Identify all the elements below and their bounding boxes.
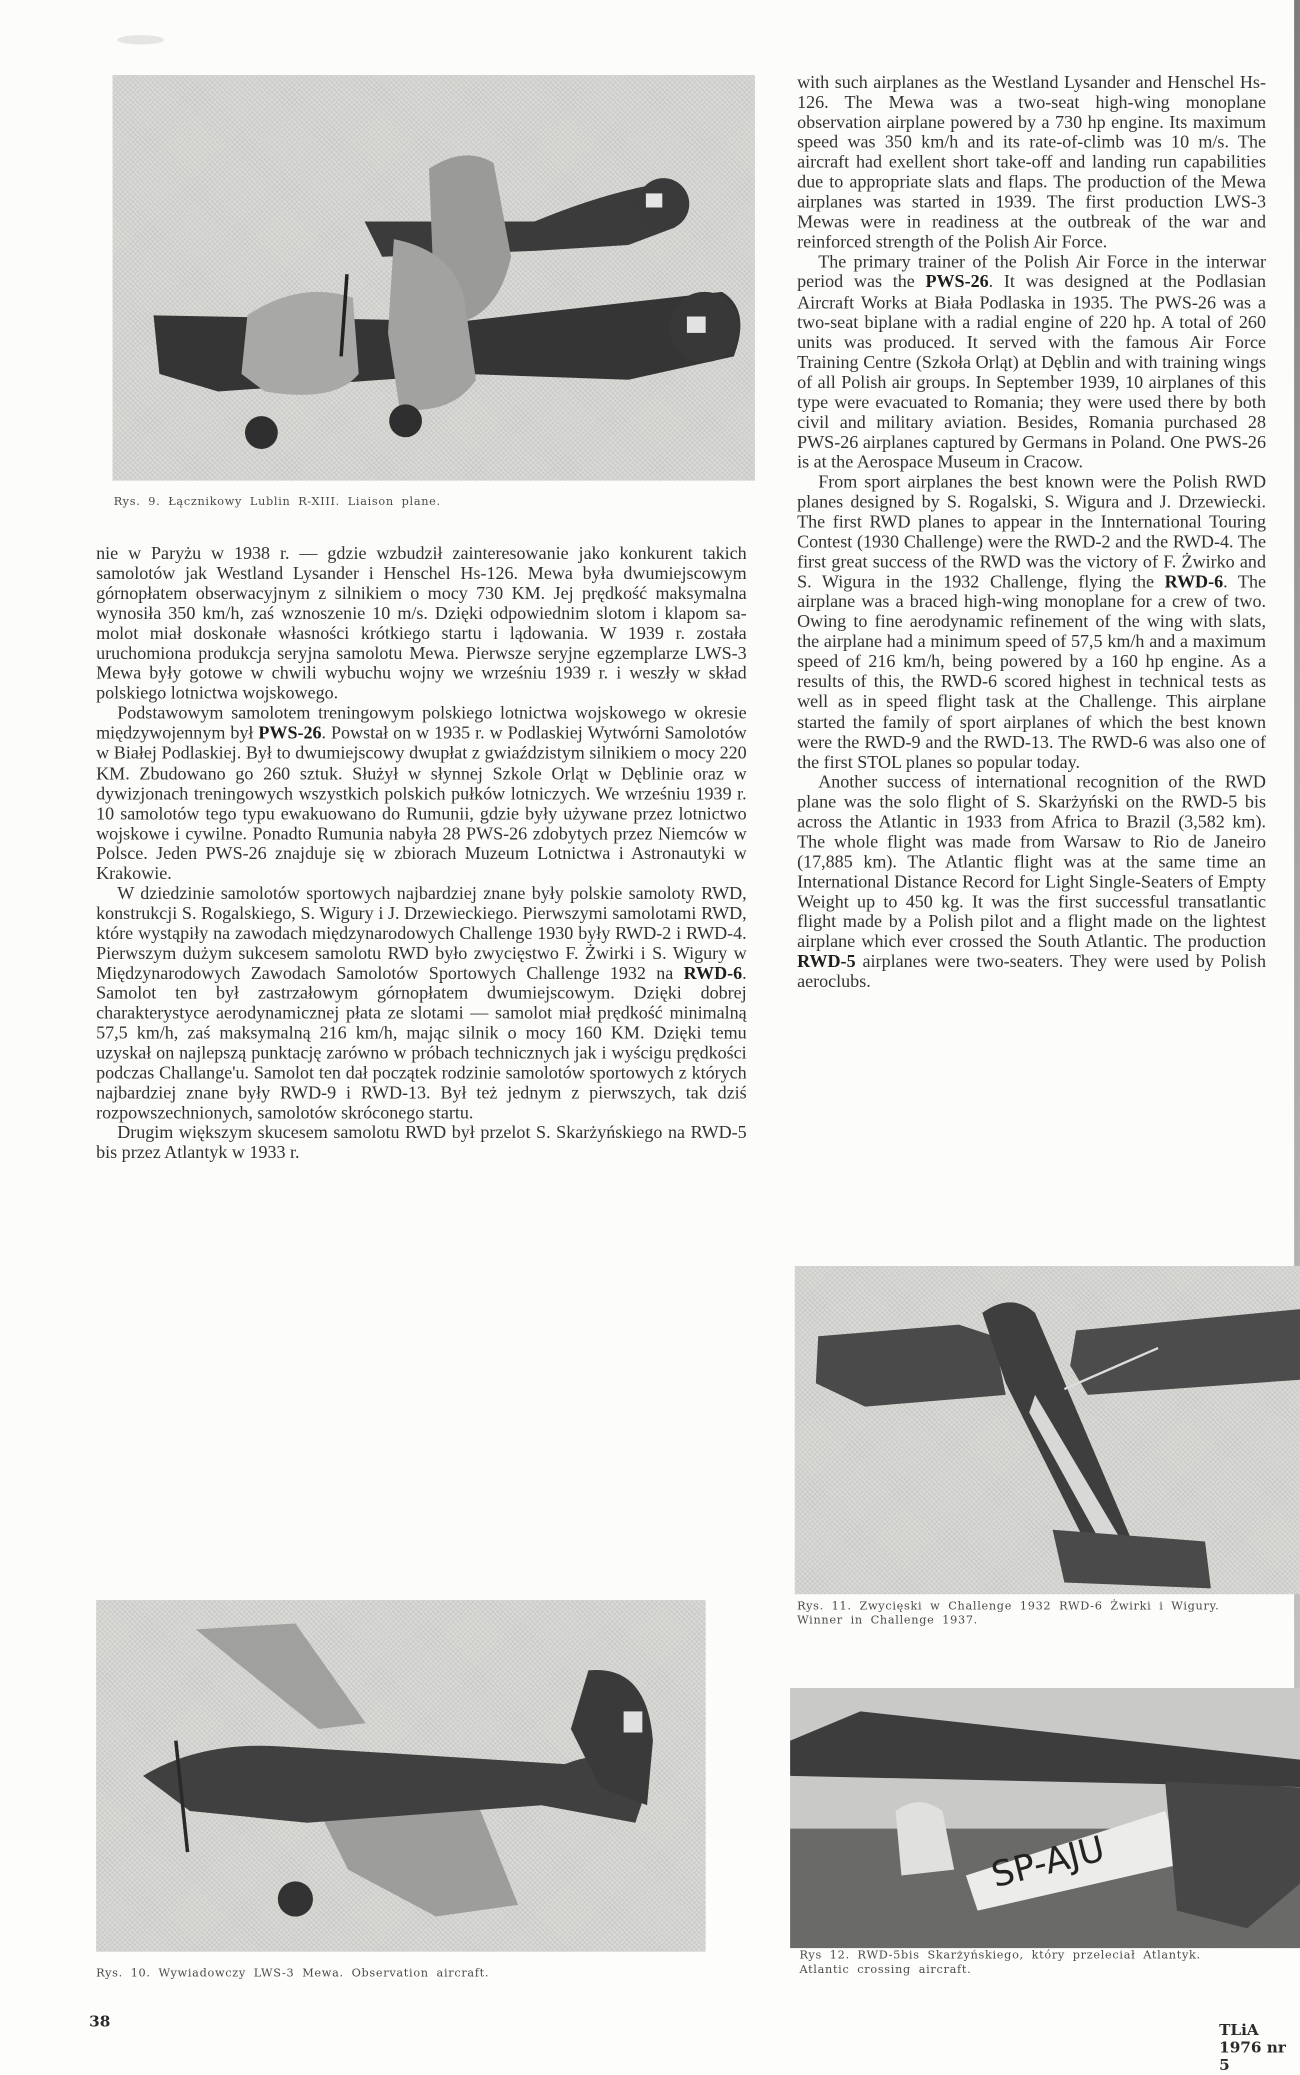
- lublin-r13-aircraft-icon: [113, 75, 755, 481]
- rwd5bis-aircraft-icon: [790, 1688, 1300, 1948]
- polish-paragraph-3: W dziedzinie samolotów sportowych najbardziej znane były polskie samoloty RWD, konstrukcji S. Rogalskiego, S. Wigury i J. Drzewieckiego. Pierwszymi samolotami RWD, które wystąpiły na zawodach międzynarodowych Challenge 1930 były RWD-2 i RWD-4. Pierwszym dużym sukcesem samolotu RWD było zwycięstwo F. Żwirki i S. Wigury w Międzynarodowych Zawodach Samolotów Sportowych Challenge 1932 na RWD-6. Samolot ten był zastrzałowym górnopłatem dwumiejscowym. Dzięki dobrej charakterystyce aerodynamicznej płata ze slotami — samolot miał prędkość minimalną 57,5 km/h, zaś maksymalną 216 km/h, mając silnik o mocy 160 KM. Dzięki temu uzyskał on najlepszą punktację zarówno w próbach technicznych jak i wyścigu prędkości podczas Challange'u. Samolot ten dał początek rodzinie samolotów sportowych z których najbardziej znane były RWD-9 i RWD-13. Był też jednym z pierwszych, tak dziś rozpowszechnionych, samolotów skróconego startu.: [96, 883, 747, 1124]
- english-paragraph-1: with such airplanes as the Westland Lysander and Henschel Hs-126. The Mewa was a two-seat high-wing monoplane observation airplane powered by a 730 hp engine. Its maximum speed was 350 km/h and its rate-of-climb was 10 m/s. The aircraft had exellent short take-off and landing run capabilities due to appropriate slats and flaps. The production of the Mewa airplanes was started in 1939. The first production LWS-3 Mewas were in readiness at the outbreak of the war and reinforced strength of the Polish Air Force.: [797, 72, 1266, 253]
- english-paragraph-4: Another success of international recognition of the RWD plane was the solo flight of S. Skarżyński on the RWD-5 bis across the Atlantic in 1933 from Africa to Brazil (3,582 km). The whole flight was made from Warsaw to Rio de Janeiro (17,885 km). The Atlantic flight was at the same time an International Distance Record for Light Single-Seaters of Empty Weight up to 450 kg. It was the first successful transatlantic flight made by a Polish pilot and a flight made on the lightest airplane which ever crossed the South Atlantic. The production RWD-5 airplanes were two-seaters. They were used by Polish aeroclubs.: [797, 772, 1266, 992]
- publication-issue: TLiA 1976 nr 5: [1219, 2022, 1286, 2075]
- english-paragraph-3: From sport airplanes the best known were the Polish RWD planes designed by S. Rogalski, S. Wigura and J. Drzewiecki. The first RWD planes to appear in the Innternational Touring Contest (1930 Challenge) were the RWD-2 and the RWD-4. The first great success of the RWD was the victory of F. Żwirko and S. Wigura in the 1932 Challenge, flying the RWD-6. The airplane was a braced high-wing monoplane for a crew of two. Owing to fine aerodynamic refinement of the wing with slats, the airplane had a minimum speed of 57,5 km/h and a maximum speed of 216 km/h, being powered by a 160 hp engine. As a results of this, the RWD-6 scored highest in technical tests as well as in speed flight task at the Challenge. This airplane started the family of sport airplanes of which the best known were the RWD-9 and the RWD-13. The RWD-6 was also one of the first STOL planes so popular today.: [797, 472, 1266, 773]
- rwd6-bold-en: RWD-6: [1164, 572, 1224, 593]
- figure-12-caption: Rys 12. RWD-5bis Skarżyńskiego, który przeleciał Atlantyk. Atlantic crossing aircraft.: [799, 1949, 1201, 1977]
- figure-9-photo: [113, 75, 755, 481]
- figure-12-photo: [790, 1688, 1300, 1948]
- figure-9-caption: Rys. 9. Łącznikowy Lublin R-XIII. Liaison plane.: [113, 495, 441, 509]
- rwd6-aircraft-icon: [795, 1266, 1300, 1594]
- rwd6-bold: RWD-6: [683, 963, 743, 984]
- lws3-mewa-aircraft-icon: [96, 1600, 706, 1952]
- english-text-column: [797, 73, 1266, 992]
- pws26-bold: PWS-26: [258, 723, 322, 744]
- polish-paragraph-2: Podstawowym samolotem treningowym polskiego lotnictwa wojskowego w okresie międzywojennym był PWS-26. Powstał on w 1935 r. w Podlaskiej Wytwórni Samolotów w Białej Podlaskiej. Był to dwumiejscowy dwupłat z gwiaździstym silnikiem o mocy 220 KM. Zbudowano go 260 sztuk. Służył w słynnej Szkole Orląt w Dęblinie oraz w dywizjonach treningowych wszystkich polskich pułków lotniczych. We wrześniu 1939 r. 10 samolotów tego typu ewakuowano do Rumunii, gdzie były używane przez lotnictwo wojskowe i cywilne. Ponadto Rumunia nabyła 28 PWS-26 zdobytych przez Niemców w Polsce. Jeden PWS-26 znajduje się w zbiorach Muzeum Lotnictwa i Astronautyki w Krakowie.: [96, 703, 747, 884]
- english-paragraph-2: The primary trainer of the Polish Air Force in the interwar period was the PWS-26. It was designed at the Podlasian Aircraft Works at Biała Podlaska in 1935. The PWS-26 was a two-seat biplane with a radial engine of 220 hp. A total of 260 units was produced. It served with the famous Air Force Training Centre (Szkoła Orląt) at Dęblin and with training wings of all Polish air groups. In September 1939, 10 airplanes of this type were evacuated to Romania; they were used there by both civil and military aviation. Besides, Romania purchased 28 PWS-26 airplanes captured by Germans in Poland. One PWS-26 is at the Aerospace Museum in Cracow.: [797, 252, 1266, 473]
- polish-text-column: [96, 544, 747, 1163]
- pws26-bold-en: PWS-26: [925, 272, 989, 293]
- figure-11-photo: [795, 1266, 1300, 1594]
- rwd5-bold-en: RWD-5: [797, 951, 856, 972]
- figure-11-caption: Rys. 11. Zwycięski w Challenge 1932 RWD-6 Żwirki i Wigury. Winner in Challenge 1937.: [797, 1600, 1220, 1628]
- figure-10-caption: Rys. 10. Wywiadowczy LWS-3 Mewa. Observation aircraft.: [96, 1966, 490, 1980]
- registration-sp-aju: SP-AJU: [987, 1828, 1109, 1896]
- scan-smudge: [117, 35, 164, 44]
- page-number: 38: [89, 2013, 111, 2032]
- figure-10-photo: [96, 1600, 706, 1952]
- polish-paragraph-1: nie w Paryżu w 1938 r. — gdzie wzbudził zainteresowanie jako konkurent takich samolotów jak Westland Lysander i Henschel Hs-126. Mewa była dwumiejscowym górnopłatem obserwacyjnym z silnikiem o mocy 730 KM. Jej prędkość maksymalna wynosiła 350 km/h, zaś wznoszenie 10 m/s. Dzięki odpowiednim slotom i klapom samolot miał doskonałe własności krótkiego startu i lądowania. W 1939 r. została uruchomiona produkcja seryjna samolotu Mewa. Pierwsze seryjne egzemplarze LWS-3 Mewa były gotowe w chwili wybuchu wojny we wrześniu 1939 r. i weszły w skład polskiego lotnictwa wojskowego.: [96, 543, 747, 704]
- polish-paragraph-4: Drugim większym skucesem samolotu RWD był przelot S. Skarżyńskiego na RWD-5 bis przez Atlantyk w 1933 r.: [96, 1123, 747, 1164]
